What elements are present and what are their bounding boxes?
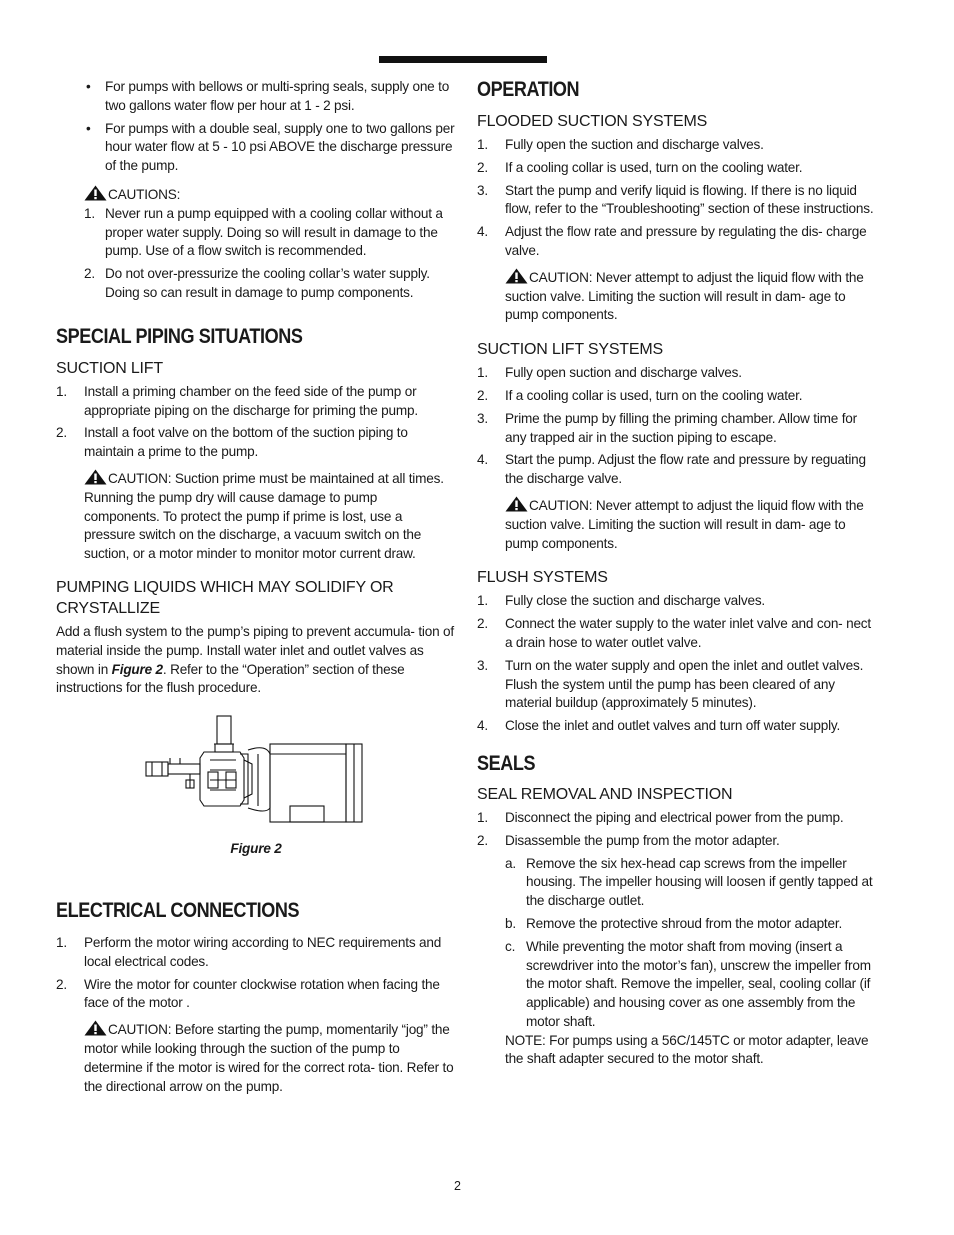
subsection-title-solidify: PUMPING LIQUIDS WHICH MAY SOLIDIFY OR CRYSTALLIZE xyxy=(56,578,394,617)
list-item: 4. Close the inlet and outlet valves and turn off water supply. xyxy=(477,718,841,734)
list-item: 4. Start the pump. Adjust the flow rate and pressure by reguating the discharge valve. xyxy=(477,452,866,487)
list-item: 1. Fully open the suction and discharge valves. xyxy=(477,137,764,152)
list-item: 2. Disassemble the pump from the motor adapter. xyxy=(477,832,780,848)
section-title-electrical: ELECTRICAL CONNECTIONS xyxy=(56,898,300,922)
list-item: 2. If a cooling collar is used, turn on the cooling water. xyxy=(477,159,803,175)
cautions-label: CAUTIONS: xyxy=(108,186,181,202)
page-number: 2 xyxy=(454,1179,461,1193)
caution-note: CAUTION: Before starting the pump, momentarily “jog” the motor while looking through the suction of the pump to determine if the motor is wired for the correct rota- tion. Refer to the directional arrow on the pump. xyxy=(84,1022,454,1094)
warning-triangle-icon xyxy=(84,185,107,201)
caution-note: CAUTION: Never attempt to adjust the liquid flow with the suction valve. Limiting the suction will result in dam- age to pump components. xyxy=(505,497,864,551)
list-item: 4. Adjust the flow rate and pressure by regulating the dis- charge valve. xyxy=(477,224,867,258)
bullet-item: • For pumps with a double seal, supply one to two gallons per hour water flow at 5 - 10 psi ABOVE the discharge pressure of the pump. xyxy=(86,120,455,174)
list-item: 2. Connect the water supply to the water inlet valve and con- nect a drain hose to water outlet valve. xyxy=(477,616,871,650)
list-item: 2. If a cooling collar is used, turn on the cooling water. xyxy=(477,387,803,403)
sub-list-item: a. Remove the six hex-head cap screws from the impeller housing. The impeller housing will loosen if gently tapped at the discharge outlet. xyxy=(505,855,873,909)
bullet-item: • For pumps with bellows or multi-spring seals, supply one to two gallons water flow per hour at 1 - 2 psi. xyxy=(86,79,450,113)
list-item: 3. Start the pump and verify liquid is flowing. If there is no liquid flow, refer to the “Troubleshooting” section of these instructions. xyxy=(477,182,874,217)
warning-triangle-icon xyxy=(505,268,528,284)
list-item: 3. Prime the pump by filling the priming chamber. Allow time for any trapped air in the suction piping to escape. xyxy=(477,410,857,445)
list-item: 2. Install a foot valve on the bottom of the suction piping to maintain a prime to the pump. xyxy=(56,425,408,460)
section-title-special-piping: SPECIAL PIPING SITUATIONS xyxy=(56,324,303,348)
list-item: 1. Install a priming chamber on the feed side of the pump or appropriate piping on the discharge for priming the pump. xyxy=(56,383,418,418)
section-title-operation: OPERATION xyxy=(477,78,580,101)
header-rule xyxy=(379,56,547,63)
note: NOTE: For pumps using a 56C/145TC or motor adapter, leave the shaft adapter secured to the motor shaft. xyxy=(505,1032,869,1067)
subsection-title-flooded: FLOODED SUCTION SYSTEMS xyxy=(477,113,708,130)
subsection-title-flush: FLUSH SYSTEMS xyxy=(477,569,608,587)
figure-caption: Figure 2 xyxy=(230,841,282,857)
list-item: 1. Perform the motor wiring according to NEC requirements and local electrical codes. xyxy=(56,934,442,969)
paragraph: Add a flush system to the pump’s piping to prevent accumula- tion of material inside the pump. Install water inlet and outlet valves as shown in Figure 2. Refer to the “Operation” section of these instructions for the flush procedure. xyxy=(56,623,454,696)
bullet-text: For pumps with bellows or multi-spring seals, supply one to two gallons water flow per hour at 1 - 2 psi. xyxy=(105,79,450,113)
warning-triangle-icon xyxy=(84,1020,107,1036)
subsection-title-suction-lift-systems: SUCTION LIFT SYSTEMS xyxy=(477,341,663,359)
sub-list-item: c. While preventing the motor shaft from moving (insert a screwdriver into the motor’s fan), unscrew the impeller from the motor shaft. Remove the impeller, seal, cooling collar (if applicable) and housing cover as one assembly from the motor shaft. xyxy=(505,938,871,1029)
subsection-title-suction-lift: SUCTION LIFT xyxy=(56,359,163,377)
section-title-seals: SEALS xyxy=(477,751,536,775)
caution-note: CAUTION: Suction prime must be maintained at all times. Running the pump dry will cause damage to pump components. To protect the pump if prime is lost, use a pressure switch on the discharge, a vacuum switch on the suction, or a motor minder to monitor motor current draw. xyxy=(84,470,444,562)
warning-triangle-icon xyxy=(84,469,107,485)
subsection-title-seal-removal: SEAL REMOVAL AND INSPECTION xyxy=(477,785,733,803)
list-item: 1. Fully open suction and discharge valves. xyxy=(477,365,742,381)
figure-2 xyxy=(56,714,456,840)
right-column xyxy=(477,78,877,1069)
list-item: 2. Wire the motor for counter clockwise rotation when facing the face of the motor . xyxy=(56,976,440,1011)
warning-triangle-icon xyxy=(505,496,528,512)
pump-diagram xyxy=(144,714,368,824)
figure-reference: Figure 2 xyxy=(111,661,163,677)
bullet-text: For pumps with a double seal, supply one to two gallons per hour water flow at 5 - 10 psi ABOVE the discharge pressure of the pump. xyxy=(105,120,455,174)
list-item: 1. Fully close the suction and discharge valves. xyxy=(477,593,765,609)
caution-note: CAUTION: Never attempt to adjust the liquid flow with the suction valve. Limiting the suction will result in dam- age to pump components. xyxy=(505,269,864,323)
list-item: 1. Disconnect the piping and electrical power from the pump. xyxy=(477,809,844,825)
left-column xyxy=(56,78,456,1096)
cautions-heading xyxy=(56,185,456,205)
caution-list-item: 1. Never run a pump equipped with a cooling collar without a proper water supply. Doing so will result in damage to the pump. Use of a flow switch is recommended. xyxy=(84,205,443,259)
sub-list-item: b. Remove the protective shroud from the motor adapter. xyxy=(505,915,843,931)
list-item: 3. Turn on the water supply and open the inlet and outlet valves. Flush the system until the pump has been cleared of any material buildup (approximately 5 minutes). xyxy=(477,657,864,711)
caution-list-item: 2. Do not over-pressurize the cooling collar’s water supply. Doing so can result in damage to pump components. xyxy=(84,266,430,300)
